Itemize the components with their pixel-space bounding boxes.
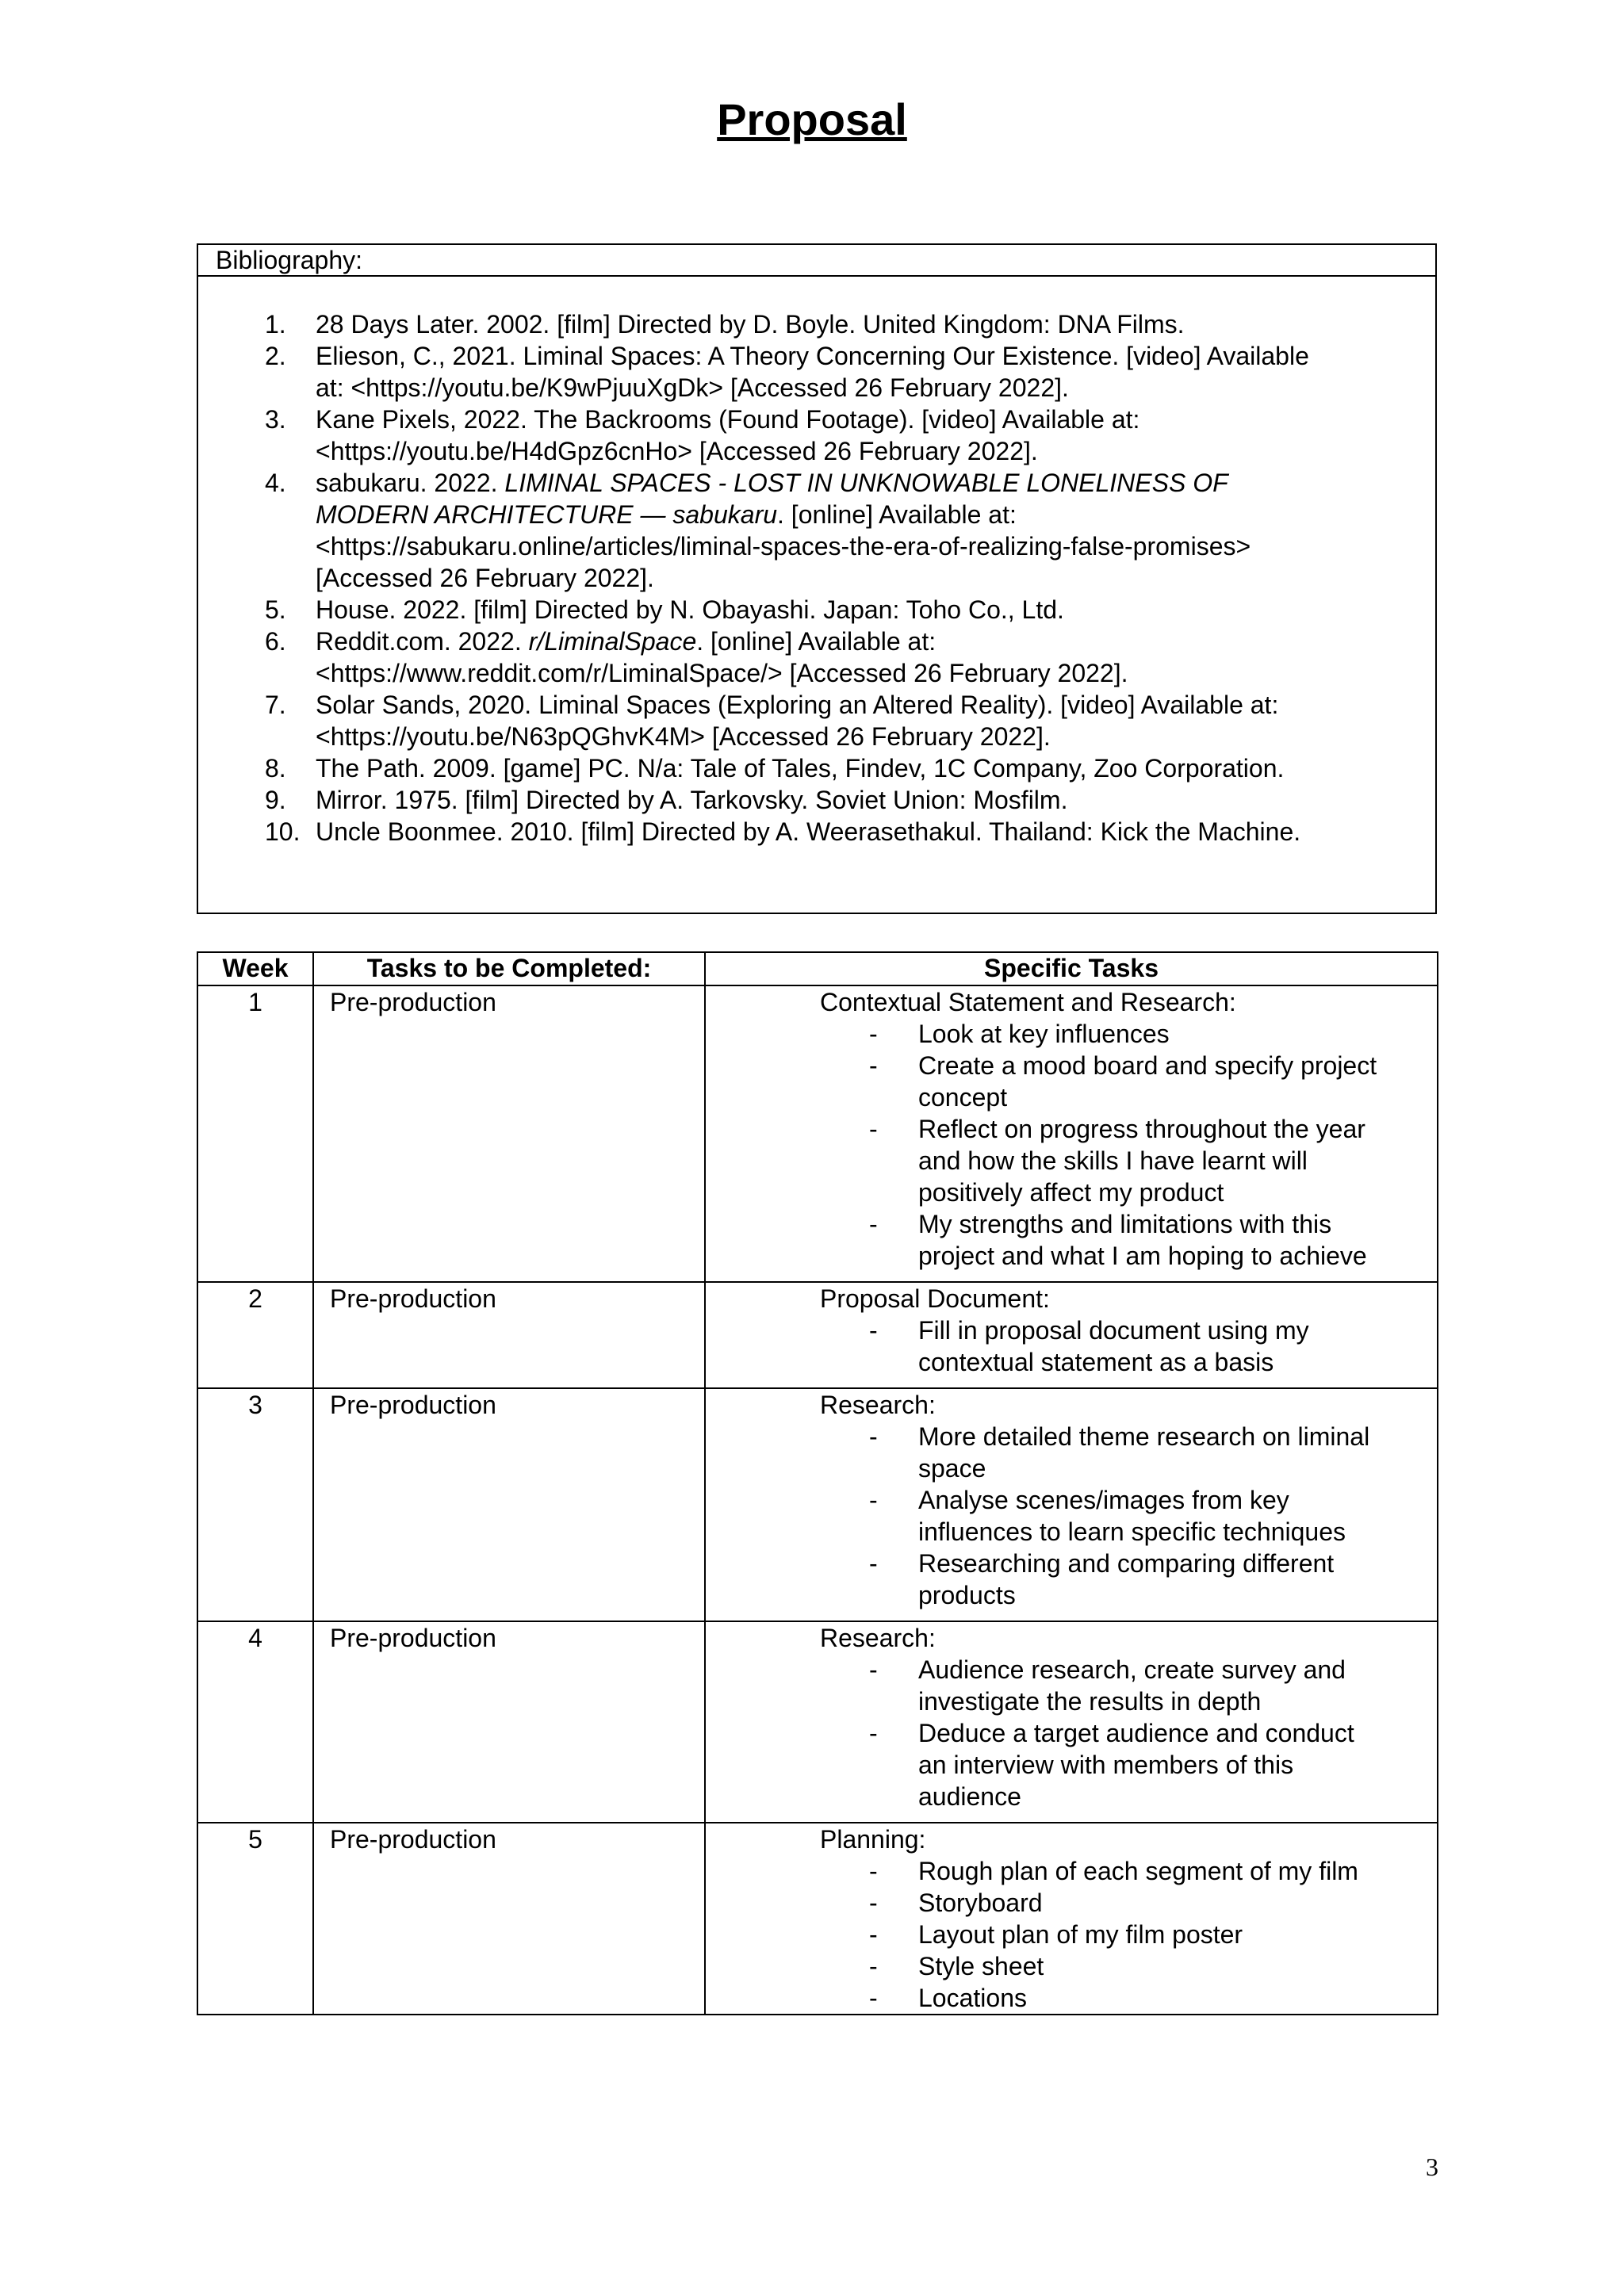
bibliography-item: 7. Solar Sands, 2020. Liminal Spaces (Exploring an Altered Reality). [video] Available at: <https://youtu.be/N63pQGhvK4M> [Accessed 26 February 2022]. bbox=[265, 691, 1279, 751]
specific-tasks-cell bbox=[705, 1388, 1438, 1621]
bibliography-item: 5. House. 2022. [film] Directed by N. Obayashi. Japan: Toho Co., Ltd. bbox=[265, 595, 1064, 624]
specific-tasks-cell bbox=[705, 1282, 1438, 1388]
task-cell: Pre-production bbox=[313, 985, 705, 1282]
schedule-header-row bbox=[197, 952, 1438, 985]
week-cell: 1 bbox=[197, 985, 313, 1282]
specific-tasks-cell bbox=[705, 1823, 1438, 2015]
week-cell: 5 bbox=[197, 1823, 313, 2015]
bibliography-item: 2. Elieson, C., 2021. Liminal Spaces: A Theory Concerning Our Existence. [video] Available at: <https://youtu.be/K9wPjuuXgDk> [Accessed 26 February 2022]. bbox=[265, 342, 1309, 402]
task-cell: Pre-production bbox=[313, 1388, 705, 1621]
task-group-title: Research: bbox=[820, 1624, 936, 1652]
page-number: 3 bbox=[1426, 2152, 1438, 2181]
bibliography-item: 3. Kane Pixels, 2022. The Backrooms (Found Footage). [video] Available at: <https://youtu.be/H4dGpz6cnHo> [Accessed 26 February 2022]. bbox=[265, 405, 1140, 465]
bibliography-item: 8. The Path. 2009. [game] PC. N/a: Tale of Tales, Findev, 1C Company, Zoo Corporation. bbox=[265, 754, 1285, 783]
list-item: - Researching and comparing different products bbox=[869, 1549, 1335, 1609]
list-item: - Rough plan of each segment of my film bbox=[869, 1857, 1358, 1885]
bibliography-heading: Bibliography: bbox=[198, 245, 1435, 277]
bibliography-item: 6. Reddit.com. 2022. r/LiminalSpace. [online] Available at: <https://www.reddit.com/r/LiminalSpace/> [Accessed 26 February 2022]. bbox=[265, 627, 1128, 687]
table-row bbox=[197, 1621, 1438, 1823]
week-cell: 2 bbox=[197, 1282, 313, 1388]
list-item: - Create a mood board and specify project concept bbox=[869, 1051, 1377, 1112]
bibliography-list bbox=[198, 308, 1435, 848]
list-item: - Deduce a target audience and conduct an interview with members of this audience bbox=[869, 1719, 1354, 1811]
tasks-header: Tasks to be Completed: bbox=[313, 952, 705, 985]
task-group-title: Contextual Statement and Research: bbox=[820, 988, 1236, 1016]
table-row bbox=[197, 1282, 1438, 1388]
table-row bbox=[197, 985, 1438, 1282]
task-cell: Pre-production bbox=[313, 1621, 705, 1823]
list-item: - My strengths and limitations with this project and what I am hoping to achieve bbox=[869, 1210, 1367, 1270]
bibliography-box bbox=[197, 243, 1437, 914]
list-item: - Reflect on progress throughout the year and how the skills I have learnt will positively affect my product bbox=[869, 1115, 1365, 1207]
page-title: Proposal bbox=[717, 94, 907, 144]
specific-tasks-cell bbox=[705, 985, 1438, 1282]
table-row bbox=[197, 1388, 1438, 1621]
task-group-title: Proposal Document: bbox=[820, 1284, 1050, 1313]
bibliography-item: 10. Uncle Boonmee. 2010. [film] Directed by A. Weerasethakul. Thailand: Kick the Machine. bbox=[265, 817, 1301, 846]
schedule-table bbox=[197, 951, 1438, 2015]
list-item: - Storyboard bbox=[869, 1888, 1043, 1917]
week-header: Week bbox=[197, 952, 313, 985]
table-row bbox=[197, 1823, 1438, 2015]
week-cell: 4 bbox=[197, 1621, 313, 1823]
bibliography-item: 4. sabukaru. 2022. LIMINAL SPACES - LOST IN UNKNOWABLE LONELINESS OF MODERN ARCHITECTURE — sabukaru. [online] Available at: <https://sabukaru.online/articles/liminal-spaces-the-era-of-realizing-false-promises> [Accessed 26 February 2022]. bbox=[265, 469, 1251, 592]
list-item: - Locations bbox=[869, 1984, 1027, 2012]
week-cell: 3 bbox=[197, 1388, 313, 1621]
task-cell: Pre-production bbox=[313, 1823, 705, 2015]
task-group-title: Research: bbox=[820, 1391, 936, 1419]
bibliography-item: 9. Mirror. 1975. [film] Directed by A. Tarkovsky. Soviet Union: Mosfilm. bbox=[265, 786, 1068, 814]
list-item: - More detailed theme research on liminal space bbox=[869, 1422, 1370, 1483]
specific-tasks-cell bbox=[705, 1621, 1438, 1823]
list-item: - Style sheet bbox=[869, 1952, 1044, 1980]
bibliography-item: 1. 28 Days Later. 2002. [film] Directed by D. Boyle. United Kingdom: DNA Films. bbox=[265, 310, 1185, 339]
list-item: - Audience research, create survey and investigate the results in depth bbox=[869, 1655, 1346, 1716]
task-group-title: Planning: bbox=[820, 1825, 926, 1854]
list-item: - Fill in proposal document using my contextual statement as a basis bbox=[869, 1316, 1309, 1376]
list-item: - Layout plan of my film poster bbox=[869, 1920, 1243, 1949]
list-item: - Look at key influences bbox=[869, 1020, 1170, 1048]
specific-tasks-header: Specific Tasks bbox=[705, 952, 1438, 985]
list-item: - Analyse scenes/images from key influences to learn specific techniques bbox=[869, 1486, 1346, 1546]
task-cell: Pre-production bbox=[313, 1282, 705, 1388]
